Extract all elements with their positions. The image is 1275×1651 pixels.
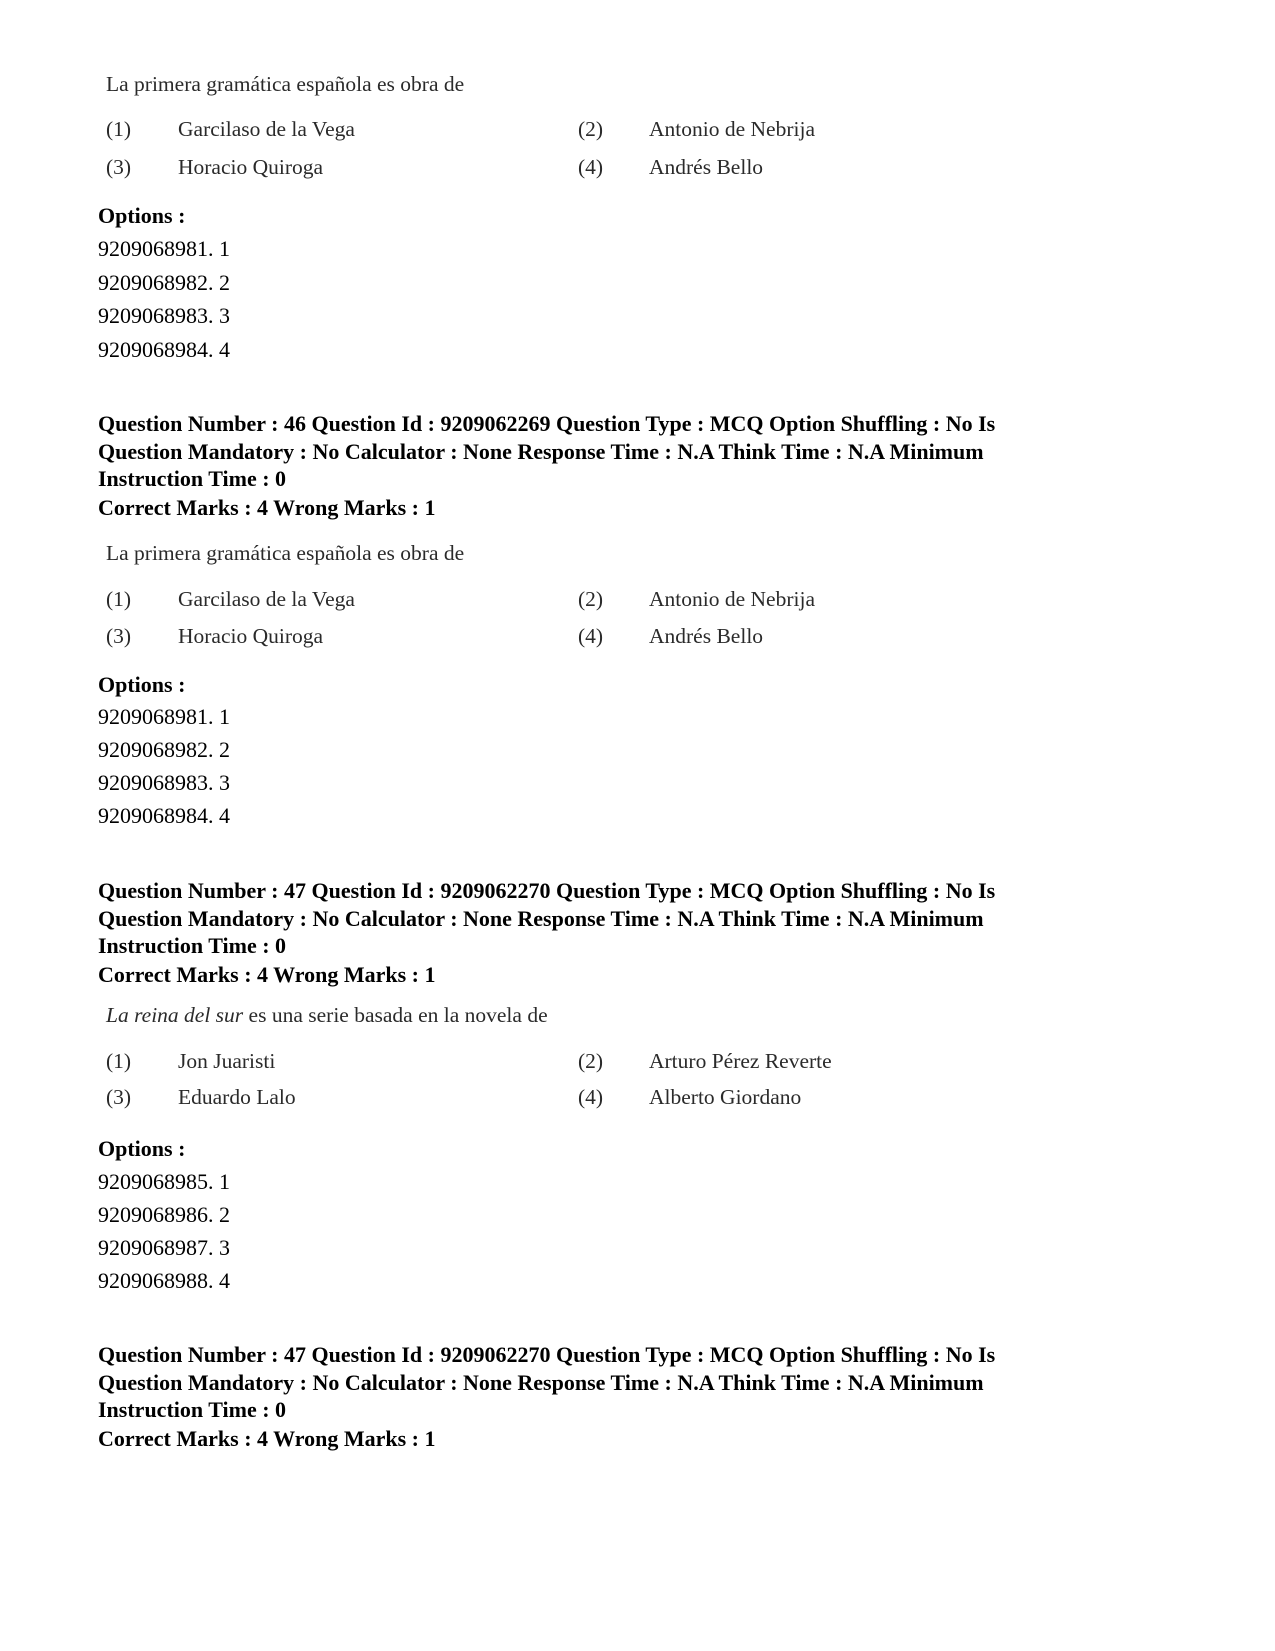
choice-text: Andrés Bello <box>649 155 764 179</box>
option-line: 9209068983. 3 <box>98 303 230 328</box>
question-meta <box>98 410 1208 493</box>
options-label: Options : <box>98 203 186 228</box>
choice-text: Horacio Quiroga <box>178 624 324 648</box>
marks-line: Correct Marks : 4 Wrong Marks : 1 <box>98 962 436 987</box>
choice-number: (3) <box>106 155 132 179</box>
meta-line: Question Mandatory : No Calculator : None Response Time : N.A Think Time : N.A Minimum <box>98 905 984 931</box>
choice-text: Jon Juaristi <box>178 1049 276 1073</box>
choice-number: (4) <box>578 624 604 648</box>
option-line: 9209068982. 2 <box>98 737 230 762</box>
choice-text: Garcilaso de la Vega <box>178 587 355 611</box>
choice-number: (2) <box>578 1049 604 1073</box>
stem-rest: es una serie basada en la novela de <box>243 1003 548 1027</box>
choice-number: (2) <box>578 117 604 141</box>
choice-number: (3) <box>106 624 132 648</box>
option-line: 9209068987. 3 <box>98 1235 230 1260</box>
options-label: Options : <box>98 1136 186 1161</box>
option-line: 9209068983. 3 <box>98 770 230 795</box>
choice-number: (4) <box>578 1085 604 1109</box>
marks-line: Correct Marks : 4 Wrong Marks : 1 <box>98 1426 436 1451</box>
meta-line: Question Mandatory : No Calculator : None Response Time : N.A Think Time : N.A Minimum <box>98 1369 984 1395</box>
meta-line: Instruction Time : 0 <box>98 466 287 491</box>
option-line: 9209068984. 4 <box>98 803 230 828</box>
meta-line: Question Number : 47 Question Id : 9209062270 Question Type : MCQ Option Shuffling : No Is <box>98 878 996 903</box>
question-stem: La primera gramática española es obra de <box>106 541 465 565</box>
option-line: 9209068981. 1 <box>98 236 230 261</box>
stem-title-italic: La reina del sur <box>106 1003 244 1027</box>
option-line: 9209068986. 2 <box>98 1202 230 1227</box>
question-meta <box>98 877 1208 960</box>
marks-line: Correct Marks : 4 Wrong Marks : 1 <box>98 495 436 520</box>
meta-line: Question Mandatory : No Calculator : None Response Time : N.A Think Time : N.A Minimum <box>98 438 984 464</box>
question-stem <box>106 1003 548 1028</box>
choice-text: Andrés Bello <box>649 624 764 648</box>
meta-line: Instruction Time : 0 <box>98 1397 287 1422</box>
choice-text: Alberto Giordano <box>649 1085 802 1109</box>
choice-number: (4) <box>578 155 604 179</box>
question-stem: La primera gramática española es obra de <box>106 72 465 96</box>
option-line: 9209068982. 2 <box>98 270 230 295</box>
question-image <box>0 541 1275 651</box>
question-meta <box>98 1341 1208 1424</box>
choice-text: Horacio Quiroga <box>178 155 324 179</box>
choice-text: Garcilaso de la Vega <box>178 117 355 141</box>
option-line: 9209068984. 4 <box>98 337 230 362</box>
option-line: 9209068985. 1 <box>98 1169 230 1194</box>
choice-number: (1) <box>106 587 132 611</box>
choice-number: (1) <box>106 117 132 141</box>
option-line: 9209068988. 4 <box>98 1268 230 1293</box>
choice-number: (1) <box>106 1049 132 1073</box>
choice-text: Eduardo Lalo <box>178 1085 296 1109</box>
choice-number: (2) <box>578 587 604 611</box>
choice-text: Arturo Pérez Reverte <box>649 1049 832 1073</box>
question-image <box>0 72 1275 182</box>
meta-line: Instruction Time : 0 <box>98 933 287 958</box>
meta-line: Question Number : 46 Question Id : 9209062269 Question Type : MCQ Option Shuffling : No Is <box>98 411 996 436</box>
options-label: Options : <box>98 672 186 697</box>
choice-number: (3) <box>106 1085 132 1109</box>
meta-line: Question Number : 47 Question Id : 9209062270 Question Type : MCQ Option Shuffling : No Is <box>98 1342 996 1367</box>
option-line: 9209068981. 1 <box>98 704 230 729</box>
question-image <box>0 1003 1275 1113</box>
choice-text: Antonio de Nebrija <box>649 587 815 611</box>
choice-text: Antonio de Nebrija <box>649 117 815 141</box>
